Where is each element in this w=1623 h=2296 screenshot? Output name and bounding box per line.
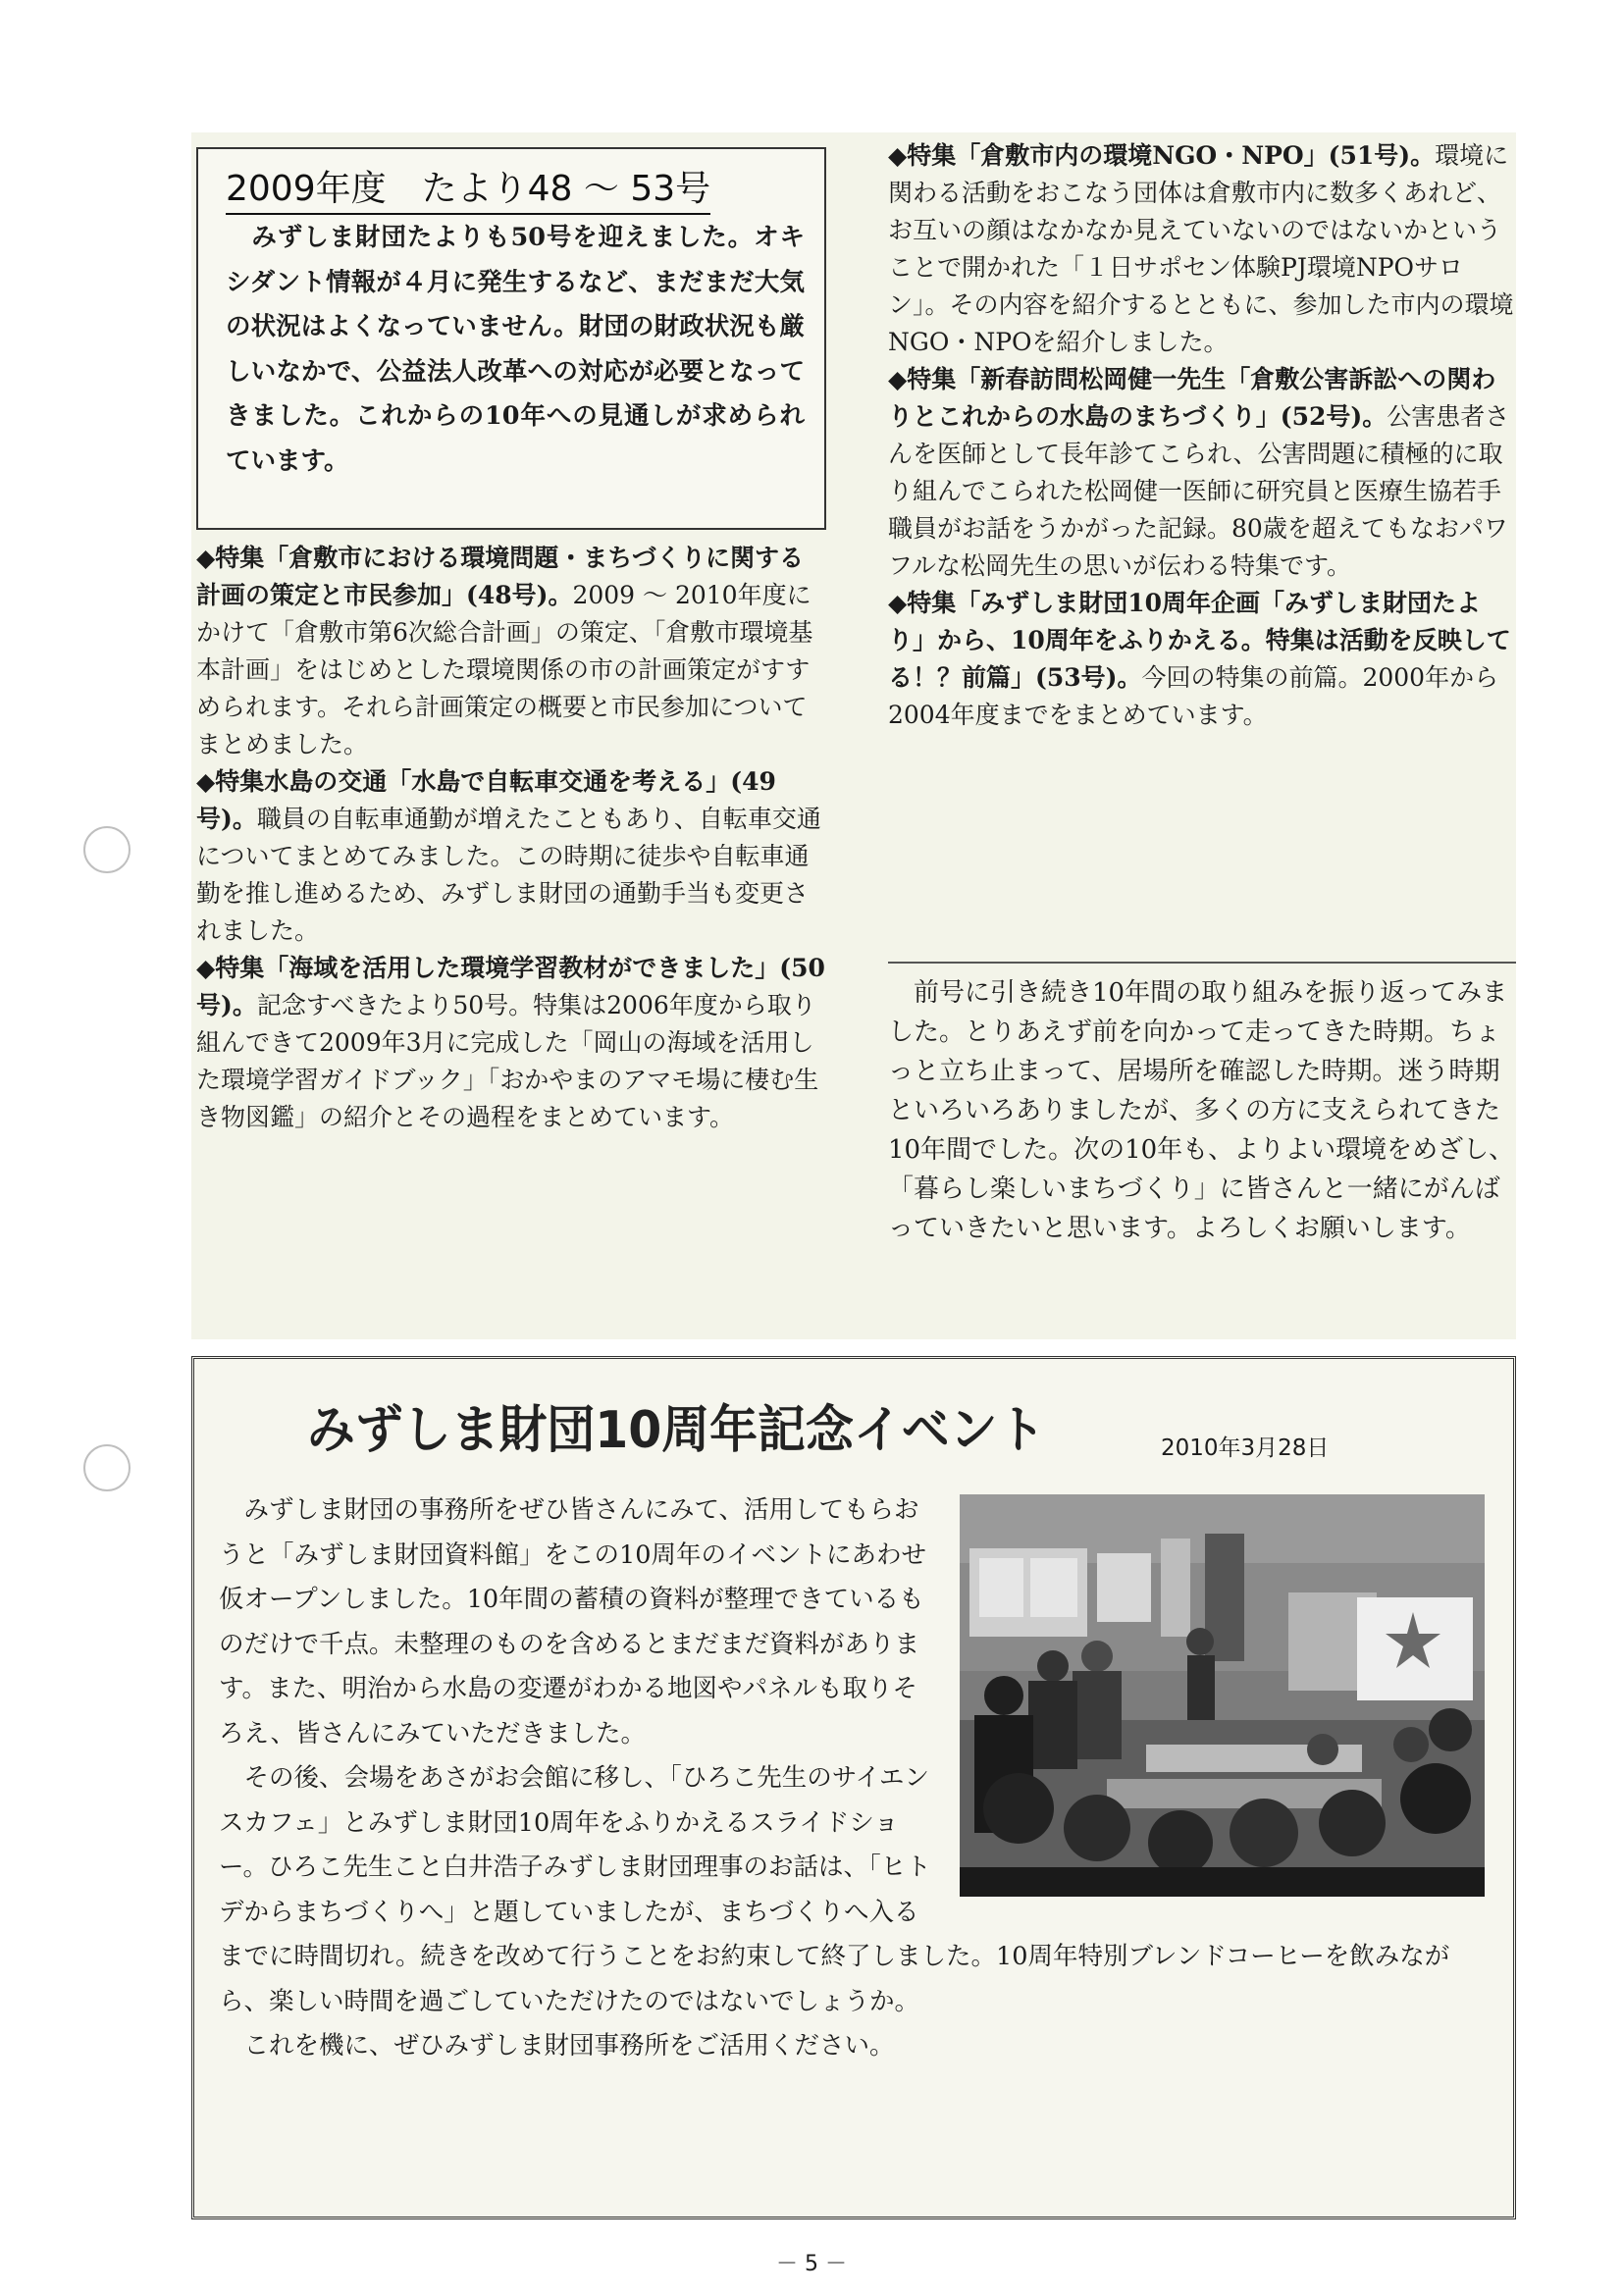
feature-desc: 2009 ～ 2010年度にかけて「倉敷市第6次総合計画」の策定、「倉敷市環境基本計画」をはじめとした環境関係の市の計画策定がすすめられます。それら計画策定の概要と市民参加についてまとめました。 bbox=[196, 581, 813, 758]
feature-item bbox=[888, 361, 1516, 585]
left-column bbox=[196, 540, 826, 1136]
diamond-bullet: ◆ bbox=[196, 767, 216, 796]
feature-lead: 特集「倉敷市における環境問題・まちづくりに関する計画の策定と市民参加」(48号)。 bbox=[196, 544, 804, 609]
feature-item bbox=[196, 763, 826, 950]
summary-body: みずしま財団たよりも50号を迎えました。オキシダント情報が４月に発生するなど、まだまだ大気の状況はよくなっていません。財団の財政状況も厳しいなかで、公益法人改革への対応が必要となってきました。これからの10年への見通しが求められています。 bbox=[226, 223, 805, 476]
diamond-bullet: ◆ bbox=[888, 589, 908, 617]
divider bbox=[888, 962, 1516, 964]
punch-hole bbox=[83, 1444, 131, 1491]
diamond-bullet: ◆ bbox=[888, 365, 908, 393]
feature-desc: 記念すべきたより50号。特集は2006年度から取り組んできて2009年3月に完成した「岡山の海域を活用した環境学習ガイドブック」「おかやまのアマモ場に棲む生き物図鑑」の紹介とその過程をまとめています。 bbox=[196, 991, 819, 1131]
feature-desc: 今回の特集の前篇。2000年から2004年度までをまとめています。 bbox=[888, 663, 1499, 729]
event-text bbox=[219, 1488, 1485, 2069]
feature-item bbox=[196, 950, 826, 1136]
feature-lead: 特集「海域を活用した環境学習教材ができました」(50号)。 bbox=[196, 954, 825, 1019]
event-paragraph: みずしま財団の事務所をぜひ皆さんにみて、活用してもらおうと「みずしま財団資料館」をこの10周年のイベントにあわせ仮オープンしました。10年間の蓄積の資料が整理できているものだけで千点。未整理のものを含めるとまだまだ資料があります。また、明治から水島の変遷がわかる地図やパネルも取りそろえ、皆さんにみていただきました。 bbox=[219, 1495, 926, 1748]
punch-hole bbox=[83, 826, 131, 873]
feature-desc: 職員の自転車通勤が増えたこともあり、自転車交通についてまとめてみました。この時期に徒歩や自転車通勤を推し進めるため、みずしま財団の通勤手当も変更されました。 bbox=[196, 805, 821, 945]
feature-item bbox=[888, 137, 1516, 361]
event-paragraph: これを機に、ぜひみずしま財団事務所をご活用ください。 bbox=[219, 2031, 895, 2061]
feature-desc: 公害患者さんを医師として長年診てこられ、公害問題に積極的に取り組んでこられた松岡健一医師に研究員と医療生協若手職員がお話をうかがった記録。80歳を超えてもなおパワフルな松岡先生の思いが伝わる特集です。 bbox=[888, 402, 1510, 580]
event-paragraph: その後、会場をあさがお会館に移し、「ひろこ先生のサイエンスカフェ」とみずしま財団10周年をふりかえるスライドショー。ひろこ先生こと白井浩子みずしま財団理事のお話は、「ヒトデからまちづくりへ」と題していましたが、まちづくりへ入るまでに時間切れ。続きを改めて行うことをお約束して終了しました。10周年特別ブレンドコーヒーを飲みながら、楽しい時間を過ごしていただけたのではないでしょうか。 bbox=[219, 1763, 1450, 2016]
event-box bbox=[191, 1356, 1516, 2219]
event-date: 2010年3月28日 bbox=[1161, 1435, 1330, 1461]
summary-title: 2009年度 たより48 ～ 53号 bbox=[226, 161, 710, 215]
event-title: みずしま財団10周年記念イベント bbox=[307, 1401, 1046, 1460]
closing-paragraph: 前号に引き続き10年間の取り組みを振り返ってみました。とりあえず前を向かって走ってきた時期。ちょっと立ち止まって、居場所を確認した時期。迷う時期といろいろありましたが、多くの方に支えられてきた10年間でした。次の10年も、よりよい環境をめざし、「暮らし楽しいまちづくり」に皆さんと一緒にがんばっていきたいと思います。よろしくお願いします。 bbox=[888, 978, 1515, 1243]
event-photo bbox=[960, 1494, 1485, 1897]
event-photo-illustration bbox=[960, 1494, 1485, 1897]
diamond-bullet: ◆ bbox=[196, 544, 216, 572]
page-number: － 5 － bbox=[776, 2252, 847, 2276]
feature-item bbox=[888, 585, 1516, 734]
feature-desc: 環境に関わる活動をおこなう団体は倉敷市内に数多くあれど、お互いの顔はなかなか見えていないのではないかということで開かれた「１日サポセン体験PJ環境NPOサロン」。その内容を紹介するとともに、参加した市内の環境NGO・NPOを紹介しました。 bbox=[888, 141, 1514, 356]
summary-box bbox=[196, 147, 826, 530]
diamond-bullet: ◆ bbox=[196, 954, 216, 982]
right-column bbox=[888, 137, 1516, 734]
feature-lead: 特集「みずしま財団10周年企画「みずしま財団たより」から、10周年をふりかえる。特集は活動を反映してる！？前篇」(53号)。 bbox=[888, 589, 1511, 692]
feature-item bbox=[196, 540, 826, 763]
diamond-bullet: ◆ bbox=[888, 141, 908, 170]
feature-lead: 特集「倉敷市内の環境NGO・NPO」(51号)。 bbox=[907, 141, 1436, 170]
feature-lead: 特集水島の交通「水島で自転車交通を考える」(49号)。 bbox=[196, 767, 776, 833]
feature-lead: 特集「新春訪問松岡健一先生「倉敷公害訴訟への関わりとこれからの水島のまちづくり」(52号)。 bbox=[888, 365, 1496, 431]
